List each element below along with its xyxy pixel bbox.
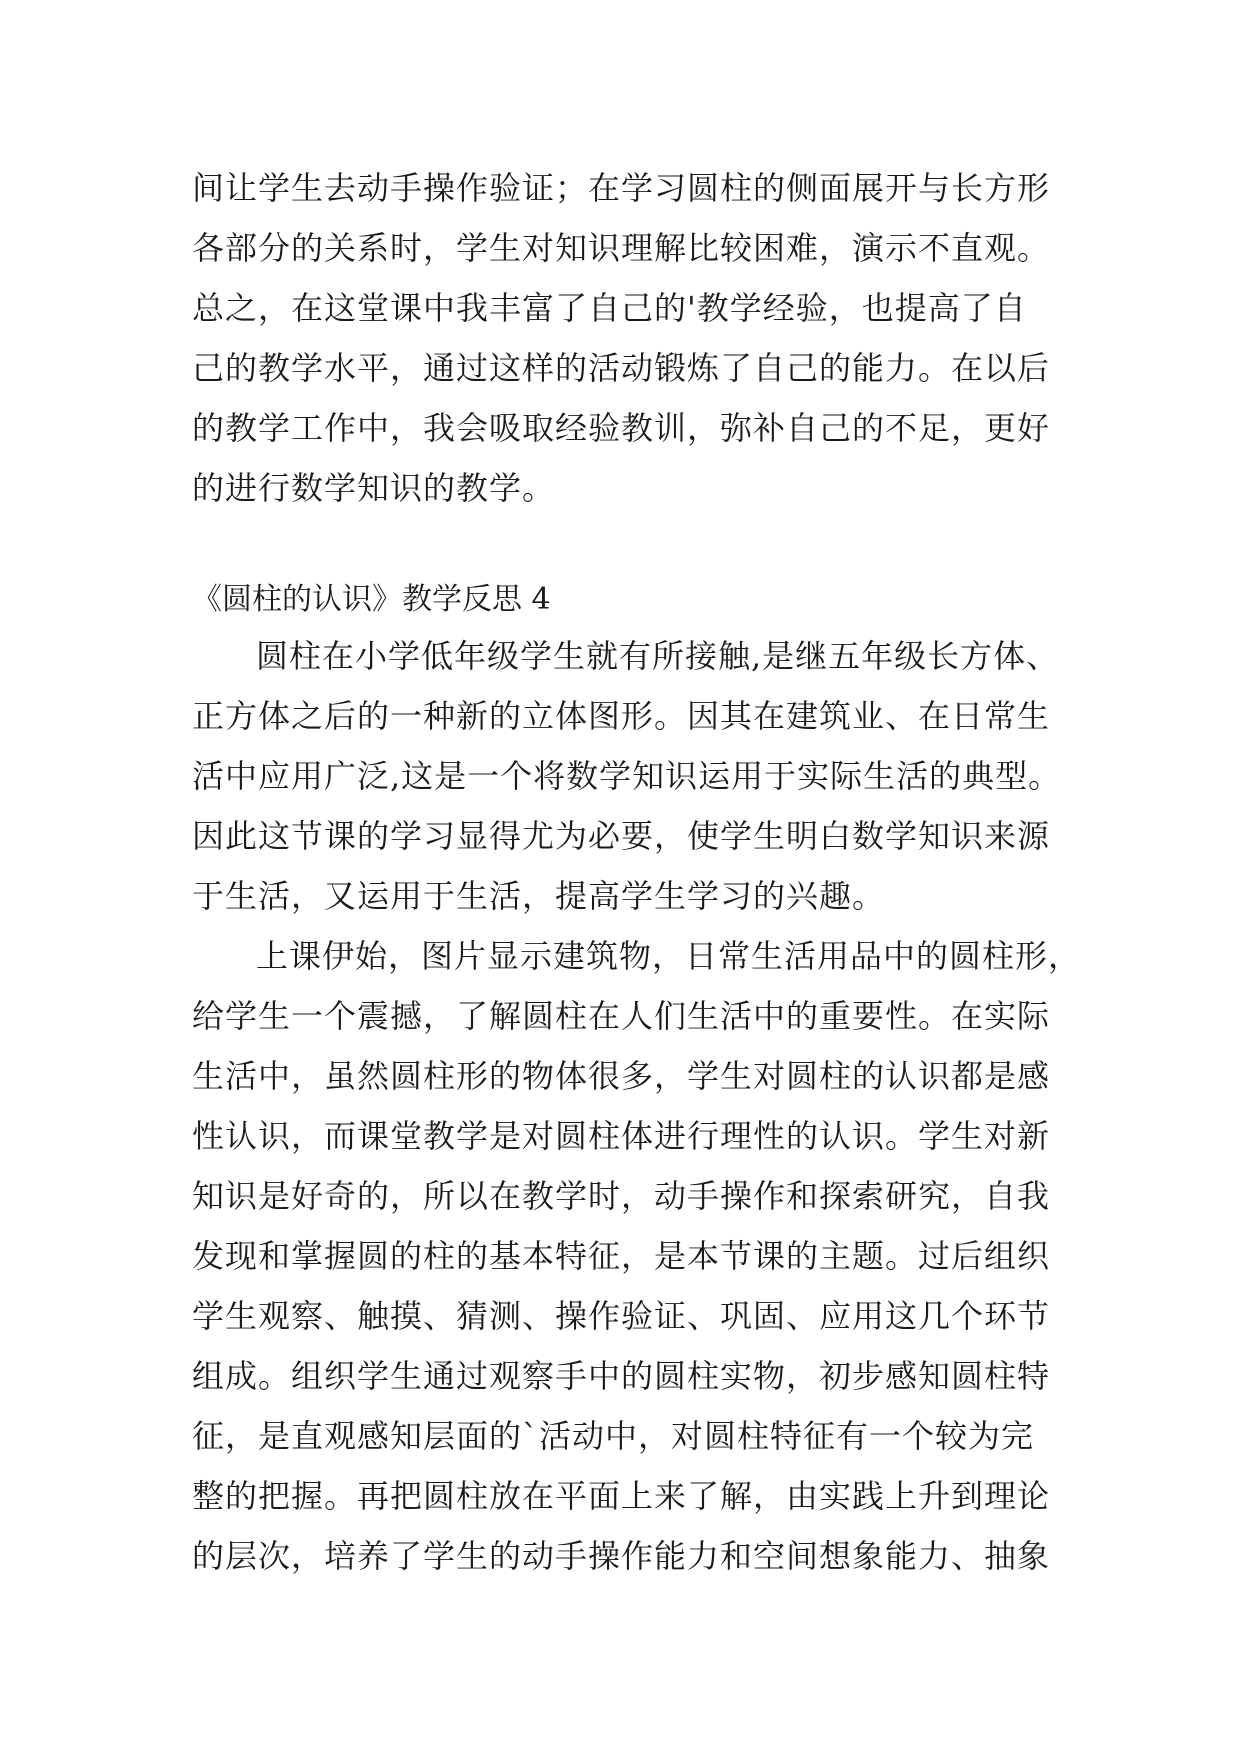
text-line: 性认识，而课堂教学是对圆柱体进行理性的认识。学生对新 bbox=[192, 1117, 1051, 1155]
text-line: 活中应用广泛,这是一个将数学知识运用于实际生活的典型。 bbox=[192, 757, 1062, 795]
text-line: 学生观察、触摸、猜测、操作验证、巩固、应用这几个环节 bbox=[192, 1297, 1051, 1335]
text-line: 于生活，又运用于生活，提高学生学习的兴趣。 bbox=[192, 877, 886, 915]
text-line: 各部分的关系时，学生对知识理解比较困难，演示不直观。 bbox=[192, 229, 1051, 267]
text-line: 整的把握。再把圆柱放在平面上来了解，由实践上升到理论 bbox=[192, 1477, 1051, 1515]
text-line: 组成。组织学生通过观察手中的圆柱实物，初步感知圆柱特 bbox=[192, 1357, 1051, 1395]
text-line: 己的教学水平，通过这样的活动锻炼了自己的能力。在以后 bbox=[192, 349, 1051, 387]
text-line: 正方体之后的一种新的立体图形。因其在建筑业、在日常生 bbox=[192, 697, 1051, 735]
section-title: 《圆柱的认识》教学反思 4 bbox=[192, 582, 551, 617]
text-line: 圆柱在小学低年级学生就有所接触,是继五年级长方体、 bbox=[256, 637, 1060, 675]
text-line: 发现和掌握圆的柱的基本特征，是本节课的主题。过后组织 bbox=[192, 1237, 1051, 1275]
text-line: 征，是直观感知层面的`活动中，对圆柱特征有一个较为完 bbox=[192, 1417, 1035, 1455]
text-line: 的教学工作中，我会吸取经验教训，弥补自己的不足，更好 bbox=[192, 409, 1051, 447]
text-line: 的层次，培养了学生的动手操作能力和空间想象能力、抽象 bbox=[192, 1537, 1051, 1575]
text-line: 的进行数学知识的教学。 bbox=[192, 469, 556, 507]
section-body bbox=[192, 626, 1082, 1586]
text-line: 间让学生去动手操作验证；在学习圆柱的侧面展开与长方形 bbox=[192, 169, 1051, 207]
paragraph-1 bbox=[192, 626, 1072, 926]
intro-paragraph bbox=[192, 158, 1072, 518]
paragraph-2 bbox=[192, 926, 1082, 1586]
text-line: 上课伊始，图片显示建筑物，日常生活用品中的圆柱形， bbox=[256, 937, 1082, 975]
text-line: 给学生一个震撼，了解圆柱在人们生活中的重要性。在实际 bbox=[192, 997, 1051, 1035]
text-line: 知识是好奇的，所以在教学时，动手操作和探索研究，自我 bbox=[192, 1177, 1051, 1215]
text-line: 总之，在这堂课中我丰富了自己的'教学经验，也提高了自 bbox=[192, 289, 1027, 327]
text-line: 因此这节课的学习显得尤为必要，使学生明白数学知识来源 bbox=[192, 817, 1051, 855]
text-line: 生活中，虽然圆柱形的物体很多，学生对圆柱的认识都是感 bbox=[192, 1057, 1051, 1095]
